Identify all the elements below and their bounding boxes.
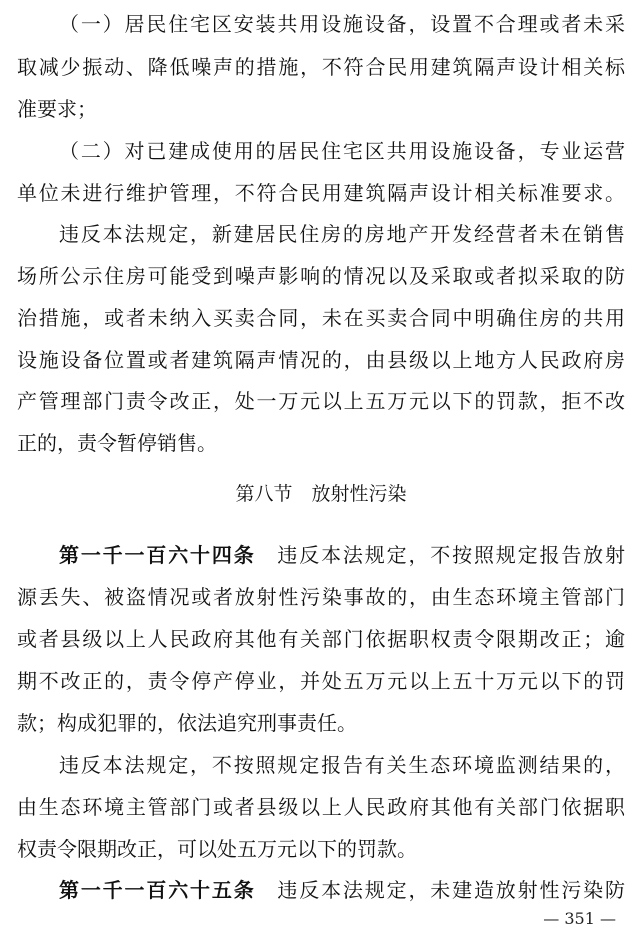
paragraph-line: 违反本法规定，新建居民住房的房地产开发经营者未在销售: [59, 222, 625, 246]
paragraph-line: 场所公示住房可能受到噪声影响的情况以及采取或者拟采取的防: [17, 264, 625, 288]
paragraph-line: 单位未进行维护管理，不符合民用建筑隔声设计相关标准要求。: [17, 181, 625, 205]
paragraph-line: 由生态环境主管部门或者县级以上人民政府其他有关部门依据职: [17, 795, 625, 819]
article-text: 违反本法规定，未建造放射性污染防: [277, 878, 626, 902]
paragraph-line: 违反本法规定，不按照规定报告有关生态环境监测结果的，: [59, 753, 625, 777]
article-first-line: [17, 870, 625, 910]
article-text: 违反本法规定，不按照规定报告放射: [277, 543, 626, 567]
paragraph-line: （一）居民住宅区安装共用设施设备，设置不合理或者未采: [59, 12, 625, 36]
article-first-line: [17, 535, 625, 575]
section-title: 第八节 放射性污染: [235, 483, 407, 505]
paragraph-line: 款；构成犯罪的，依法追究刑事责任。: [17, 711, 357, 735]
article-number: 第一千一百六十四条: [59, 543, 256, 567]
paragraph-line: 准要求；: [17, 97, 97, 121]
paragraph-line: 设施设备位置或者建筑隔声情况的，由县级以上地方人民政府房: [17, 348, 625, 372]
paragraph-line: 权责令限期改正，可以处五万元以下的罚款。: [17, 837, 417, 861]
paragraph-line: 期不改正的，责令停产停业，并处五万元以上五十万元以下的罚: [17, 669, 625, 693]
paragraph-line: 正的，责令暂停销售。: [17, 431, 217, 455]
paragraph-line: 产管理部门责令改正，处一万元以上五万元以下的罚款，拒不改: [17, 389, 625, 413]
paragraph-line: 或者县级以上人民政府其他有关部门依据职权责令限期改正；逾: [17, 627, 625, 651]
paragraph-line: （二）对已建成使用的居民住宅区共用设施设备，专业运营: [59, 139, 625, 163]
paragraph-line: 治措施，或者未纳入买卖合同，未在买卖合同中明确住房的共用: [17, 306, 625, 330]
paragraph-line: 源丢失、被盗情况或者放射性污染事故的，由生态环境主管部门: [17, 585, 625, 609]
paragraph-line: 取减少振动、降低噪声的措施，不符合民用建筑隔声设计相关标: [17, 55, 625, 79]
page-number: — 351 —: [543, 909, 616, 928]
article-number: 第一千一百六十五条: [59, 878, 256, 902]
